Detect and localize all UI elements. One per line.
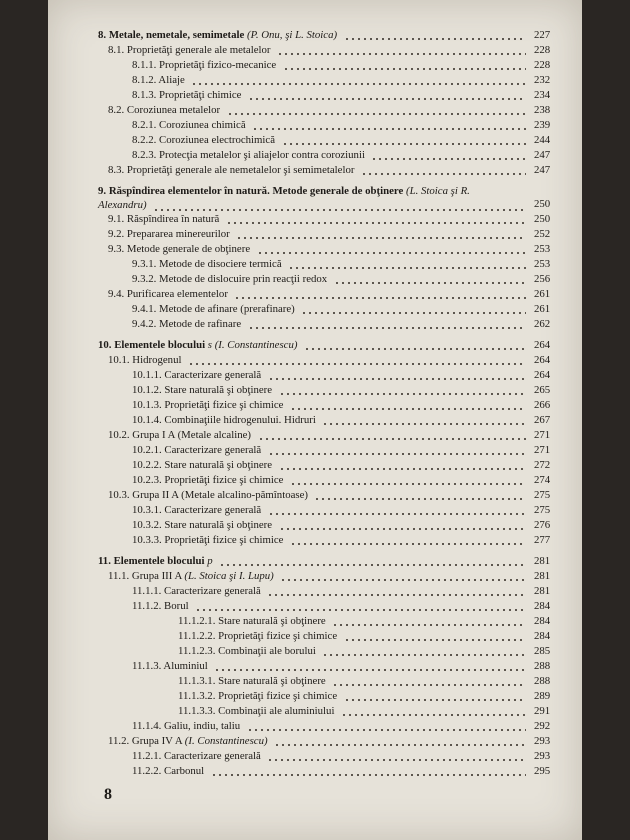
toc-entry-title: Carbonul xyxy=(164,765,205,777)
toc-entry-label xyxy=(132,719,240,734)
toc-entry xyxy=(48,257,582,272)
toc-dot-leader xyxy=(332,684,526,686)
toc-entry xyxy=(48,674,582,689)
table-of-contents xyxy=(48,28,582,779)
toc-entry-label xyxy=(98,554,213,569)
toc-entry-number: 10.2.3. xyxy=(132,474,162,486)
toc-entry-title: Proprietăţi fizice şi chimice xyxy=(218,630,338,642)
toc-page-number: 271 xyxy=(534,444,551,456)
toc-entry-label xyxy=(108,428,251,443)
toc-entry-label xyxy=(178,704,334,719)
toc-entry-number: 9.4. xyxy=(108,288,125,300)
toc-entry-number: 8.2.1. xyxy=(132,119,157,131)
toc-entry-number: 10.1. xyxy=(108,354,130,366)
toc-page-number: 228 xyxy=(534,44,551,56)
toc-entry xyxy=(48,398,582,413)
toc-entry-title: Răspîndirea în natură xyxy=(126,213,220,225)
toc-entry-number: 11. xyxy=(98,555,111,567)
toc-entry xyxy=(48,242,582,257)
toc-page-number: 264 xyxy=(534,354,551,366)
toc-dot-leader xyxy=(188,363,526,365)
toc-entry xyxy=(48,118,582,133)
toc-dot-leader xyxy=(268,378,526,380)
toc-entry-title: Grupa II A (Metale alcalino-pămîntoase) xyxy=(132,489,308,501)
toc-entry-title: Coroziunea electrochimică xyxy=(159,134,276,146)
toc-page-number: 247 xyxy=(534,149,551,161)
toc-entry-number: 11.2. xyxy=(108,735,130,747)
toc-entry xyxy=(48,383,582,398)
toc-entry-number: 11.1.2.2. xyxy=(178,630,216,642)
toc-page-number: 238 xyxy=(534,104,551,116)
toc-entry-title: Aluminiul xyxy=(163,660,208,672)
toc-dot-leader xyxy=(226,222,526,224)
toc-dot-leader xyxy=(257,252,526,254)
toc-entry xyxy=(48,599,582,614)
toc-page-number: 253 xyxy=(534,243,551,255)
toc-entry-label xyxy=(132,257,282,272)
toc-entry xyxy=(48,103,582,118)
toc-page-number: 252 xyxy=(534,228,551,240)
toc-entry xyxy=(48,302,582,317)
toc-entry xyxy=(48,413,582,428)
toc-entry-label xyxy=(132,473,283,488)
toc-entry xyxy=(48,317,582,332)
toc-entry-number: 8.2.3. xyxy=(132,149,157,161)
toc-dot-leader xyxy=(344,639,526,641)
toc-entry-title: Răspîndirea elementelor în natură. Metode generale de obţinere xyxy=(108,185,404,197)
toc-dot-leader xyxy=(267,759,526,761)
toc-entry-title: Elementele blocului xyxy=(114,339,206,351)
toc-entry-title: Proprietăţi fizice şi chimice xyxy=(164,474,284,486)
toc-entry-title: Metode de rafinare xyxy=(159,318,242,330)
toc-entry-number: 11.1.3.3. xyxy=(178,705,216,717)
toc-entry-number: 9.4.2. xyxy=(132,318,157,330)
toc-entry-label xyxy=(132,764,204,779)
toc-entry-label xyxy=(132,73,185,88)
toc-entry-number: 10.3.3. xyxy=(132,534,162,546)
toc-entry-title: Caracterizare generală xyxy=(164,504,262,516)
toc-entry xyxy=(48,569,582,584)
toc-entry-title: Caracterizare generală xyxy=(164,444,262,456)
toc-page-number: 281 xyxy=(534,585,551,597)
toc-entry-label xyxy=(132,398,283,413)
toc-dot-leader xyxy=(290,408,526,410)
toc-entry-title: Caracterizare generală xyxy=(164,369,262,381)
toc-entry-title: Metode de afinare (prerafinare) xyxy=(159,303,295,315)
toc-entry-number: 10.3. xyxy=(108,489,130,501)
toc-page-number: 253 xyxy=(534,258,551,270)
toc-dot-leader xyxy=(290,483,526,485)
toc-entry-number: 10.3.2. xyxy=(132,519,162,531)
toc-entry-title: Coroziunea metalelor xyxy=(126,104,221,116)
toc-entry-title: Grupa I A (Metale alcaline) xyxy=(132,429,252,441)
toc-dot-leader xyxy=(268,513,526,515)
toc-entry xyxy=(48,533,582,548)
book-page xyxy=(48,0,582,840)
toc-entry xyxy=(48,287,582,302)
page-number: 8 xyxy=(104,786,112,803)
toc-entry-title: Caracterizare generală xyxy=(164,585,261,597)
toc-page-number: 228 xyxy=(534,59,551,71)
toc-entry xyxy=(48,488,582,503)
toc-entry xyxy=(48,212,582,227)
toc-entry-label xyxy=(132,58,276,73)
toc-entry-number: 11.1.2.3. xyxy=(178,645,216,657)
toc-entry-number: 9.1. xyxy=(108,213,125,225)
toc-page-number: 284 xyxy=(534,615,551,627)
toc-entry-number: 11.1.3. xyxy=(132,660,162,672)
toc-entry-label xyxy=(132,148,365,163)
toc-entry-label xyxy=(178,614,326,629)
toc-dot-leader xyxy=(361,173,526,175)
toc-page-number: 256 xyxy=(534,273,551,285)
toc-entry-title: Coroziunea chimică xyxy=(159,119,246,131)
toc-entry-block-symbol: s xyxy=(207,339,212,351)
toc-dot-leader xyxy=(282,143,526,145)
toc-entry xyxy=(48,58,582,73)
toc-entry-title: Stare naturală şi obţinere xyxy=(218,615,326,627)
toc-entry-number: 10.1.2. xyxy=(132,384,162,396)
toc-page-number: 291 xyxy=(534,705,551,717)
toc-entry xyxy=(48,148,582,163)
toc-entry-label xyxy=(108,227,230,242)
toc-entry xyxy=(48,749,582,764)
toc-entry xyxy=(48,133,582,148)
toc-entry-number: 9. xyxy=(98,185,107,197)
toc-entry-label xyxy=(178,644,316,659)
toc-dot-leader xyxy=(279,393,526,395)
toc-page-number: 265 xyxy=(534,384,551,396)
toc-entry-block-symbol: p xyxy=(207,555,213,567)
toc-entry-number: 8.1.2. xyxy=(132,74,157,86)
toc-page-number: 293 xyxy=(534,735,551,747)
toc-entry-authors: (I. Constantinescu) xyxy=(214,339,298,351)
toc-entry-title: Stare naturală şi obţinere xyxy=(218,675,326,687)
toc-entry xyxy=(48,227,582,242)
toc-entry-label xyxy=(132,302,295,317)
toc-page-number: 277 xyxy=(534,534,551,546)
toc-dot-leader xyxy=(247,729,526,731)
toc-entry-label xyxy=(132,118,246,133)
toc-page-number: 266 xyxy=(534,399,551,411)
toc-entry-label xyxy=(132,659,208,674)
toc-entry-number: 11.1.2.1. xyxy=(178,615,216,627)
toc-entry-number: 9.3.2. xyxy=(132,273,157,285)
toc-entry xyxy=(48,73,582,88)
toc-entry xyxy=(48,584,582,599)
toc-entry-title: Stare naturală şi obţinere xyxy=(164,384,273,396)
toc-dot-leader xyxy=(304,348,526,350)
toc-entry-number: 10.2. xyxy=(108,429,130,441)
toc-entry-label xyxy=(98,28,337,43)
toc-entry xyxy=(48,443,582,458)
toc-page-number: 292 xyxy=(534,720,551,732)
toc-entry-label xyxy=(132,317,241,332)
toc-entry-title: Combinaţiile hidrogenului. Hidruri xyxy=(164,414,316,426)
toc-entry-authors: (I. Constantinescu) xyxy=(184,735,268,747)
toc-page-number: 295 xyxy=(534,765,551,777)
toc-entry-label xyxy=(132,749,261,764)
toc-entry xyxy=(48,518,582,533)
toc-entry xyxy=(48,644,582,659)
toc-entry-number: 8.1.1. xyxy=(132,59,157,71)
toc-dot-leader xyxy=(283,68,526,70)
toc-page-number: 250 xyxy=(534,213,551,225)
toc-entry-title: Hidrogenul xyxy=(132,354,182,366)
toc-entry-number: 8.1. xyxy=(108,44,125,56)
toc-dot-leader xyxy=(371,158,526,160)
toc-dot-leader xyxy=(280,579,526,581)
toc-page-number: 244 xyxy=(534,134,551,146)
toc-entry-number: 9.4.1. xyxy=(132,303,157,315)
toc-chapter xyxy=(48,554,582,569)
toc-entry-label xyxy=(132,599,189,614)
toc-entry-number: 10.3.1. xyxy=(132,504,162,516)
toc-entry-label xyxy=(108,103,220,118)
toc-entry xyxy=(48,659,582,674)
toc-entry-title: Proprietăţi fizice şi chimice xyxy=(164,534,284,546)
toc-entry-title: Stare naturală şi obţinere xyxy=(164,459,273,471)
toc-entry-title: Proprietăţi fizice şi chimice xyxy=(218,690,338,702)
toc-page-number: 284 xyxy=(534,630,551,642)
toc-page-number: 288 xyxy=(534,660,551,672)
toc-dot-leader xyxy=(322,423,526,425)
toc-entry-label xyxy=(98,184,478,212)
toc-page-number: 232 xyxy=(534,74,551,86)
toc-chapter xyxy=(48,338,582,353)
toc-entry-label xyxy=(132,518,272,533)
toc-dot-leader xyxy=(277,53,526,55)
toc-dot-leader xyxy=(279,528,526,530)
toc-dot-leader xyxy=(322,654,526,656)
toc-entry-authors: (P. Onu, şi L. Stoica) xyxy=(247,29,338,41)
toc-entry-number: 10.1.3. xyxy=(132,399,162,411)
toc-entry-label xyxy=(178,689,337,704)
toc-page-number: 276 xyxy=(534,519,551,531)
toc-dot-leader xyxy=(248,98,526,100)
toc-entry-title: Grupa III A xyxy=(131,570,182,582)
toc-entry xyxy=(48,734,582,749)
toc-entry-title: Prepararea minereurilor xyxy=(126,228,230,240)
toc-entry xyxy=(48,503,582,518)
toc-entry-title: Elementele blocului xyxy=(113,555,205,567)
toc-page-number: 247 xyxy=(534,164,551,176)
toc-entry-title: Combinaţii ale borului xyxy=(218,645,316,657)
toc-entry-title: Aliaje xyxy=(158,74,185,86)
toc-page-number: 234 xyxy=(534,89,551,101)
toc-entry-number: 10.1.4. xyxy=(132,414,162,426)
toc-dot-leader xyxy=(234,297,526,299)
toc-entry-authors: (L. Stoica şi R. Alexandru) xyxy=(98,185,470,211)
toc-page-number: 262 xyxy=(534,318,551,330)
toc-entry-number: 8.1.3. xyxy=(132,89,157,101)
toc-entry-label xyxy=(108,488,308,503)
toc-entry-label xyxy=(132,272,327,287)
toc-entry xyxy=(48,368,582,383)
toc-page-number: 261 xyxy=(534,288,551,300)
toc-entry-label xyxy=(132,368,261,383)
toc-dot-leader xyxy=(236,237,526,239)
toc-entry xyxy=(48,473,582,488)
toc-entry-number: 8.3. xyxy=(108,164,125,176)
toc-page-number: 271 xyxy=(534,429,551,441)
toc-dot-leader xyxy=(344,38,526,40)
toc-entry-label xyxy=(108,734,268,749)
toc-dot-leader xyxy=(219,564,526,566)
toc-entry xyxy=(48,428,582,443)
toc-entry-number: 11.1. xyxy=(108,570,130,582)
toc-entry-title: Proprietăţi fizice şi chimice xyxy=(164,399,284,411)
toc-entry xyxy=(48,353,582,368)
toc-dot-leader xyxy=(248,327,526,329)
toc-entry-title: Purificarea elementelor xyxy=(126,288,228,300)
toc-entry-label xyxy=(132,413,316,428)
toc-chapter xyxy=(48,28,582,43)
toc-dot-leader xyxy=(344,699,526,701)
toc-entry xyxy=(48,163,582,178)
toc-entry-label xyxy=(132,88,241,103)
toc-entry xyxy=(48,629,582,644)
toc-entry-title: Galiu, indiu, taliu xyxy=(164,720,241,732)
toc-entry-number: 11.2.2. xyxy=(132,765,162,777)
toc-entry-number: 11.1.1. xyxy=(132,585,162,597)
toc-entry-title: Metale, nemetale, semimetale xyxy=(108,29,245,41)
toc-entry-number: 11.1.3.1. xyxy=(178,675,216,687)
toc-page-number: 274 xyxy=(534,474,551,486)
toc-dot-leader xyxy=(214,669,526,671)
toc-entry xyxy=(48,43,582,58)
toc-entry-title: Metode generale de obţinere xyxy=(126,243,251,255)
toc-entry-label xyxy=(108,242,250,257)
toc-entry xyxy=(48,704,582,719)
toc-page-number: 281 xyxy=(534,570,551,582)
toc-dot-leader xyxy=(332,624,526,626)
toc-entry-label xyxy=(132,584,261,599)
toc-page-number: 275 xyxy=(534,504,551,516)
toc-entry-title: Grupa IV A xyxy=(131,735,183,747)
toc-dot-leader xyxy=(153,209,526,211)
toc-entry-title: Stare naturală şi obţinere xyxy=(164,519,273,531)
toc-page-number: 289 xyxy=(534,690,551,702)
toc-page-number: 293 xyxy=(534,750,551,762)
toc-entry-number: 9.3. xyxy=(108,243,125,255)
toc-chapter xyxy=(48,184,582,212)
toc-entry-title: Protecţia metalelor şi aliajelor contra coroziunii xyxy=(159,149,365,161)
toc-page-number: 250 xyxy=(534,198,551,210)
toc-entry-number: 9.2. xyxy=(108,228,125,240)
toc-entry-title: Proprietăţi generale ale metalelor xyxy=(126,44,271,56)
toc-dot-leader xyxy=(288,267,526,269)
toc-entry-label xyxy=(98,338,297,353)
toc-entry-number: 10.2.2. xyxy=(132,459,162,471)
toc-page-number: 284 xyxy=(534,600,551,612)
toc-dot-leader xyxy=(211,774,526,776)
toc-entry xyxy=(48,88,582,103)
toc-entry-number: 10. xyxy=(98,339,112,351)
toc-entry xyxy=(48,719,582,734)
toc-entry xyxy=(48,272,582,287)
toc-entry-title: Combinaţii ale aluminiului xyxy=(218,705,335,717)
toc-dot-leader xyxy=(314,498,526,500)
toc-entry-label xyxy=(108,212,219,227)
toc-entry-number: 11.2.1. xyxy=(132,750,162,762)
toc-entry-title: Metode de dislocuire prin reacţii redox xyxy=(159,273,328,285)
toc-dot-leader xyxy=(334,282,526,284)
toc-page-number: 285 xyxy=(534,645,551,657)
toc-page-number: 239 xyxy=(534,119,551,131)
toc-entry-label xyxy=(132,533,283,548)
toc-entry-label xyxy=(108,287,228,302)
toc-dot-leader xyxy=(227,113,526,115)
toc-entry-number: 11.1.4. xyxy=(132,720,162,732)
toc-page-number: 261 xyxy=(534,303,551,315)
toc-entry-label xyxy=(132,133,275,148)
toc-entry xyxy=(48,764,582,779)
toc-entry-title: Proprietăţi chimice xyxy=(159,89,242,101)
toc-dot-leader xyxy=(195,609,526,611)
toc-entry-number: 11.1.3.2. xyxy=(178,690,216,702)
toc-page-number: 281 xyxy=(534,555,551,567)
toc-page-number: 227 xyxy=(534,29,551,41)
toc-entry-label xyxy=(108,163,354,178)
toc-entry-label xyxy=(132,383,272,398)
toc-page-number: 267 xyxy=(534,414,551,426)
toc-dot-leader xyxy=(274,744,526,746)
toc-entry xyxy=(48,689,582,704)
toc-entry-title: Caracterizare generală xyxy=(164,750,261,762)
toc-dot-leader xyxy=(252,128,526,130)
toc-entry xyxy=(48,458,582,473)
toc-dot-leader xyxy=(267,594,526,596)
toc-dot-leader xyxy=(268,453,526,455)
toc-page-number: 275 xyxy=(534,489,551,501)
toc-dot-leader xyxy=(191,83,526,85)
toc-entry-authors: (L. Stoica şi I. Lupu) xyxy=(184,570,274,582)
toc-dot-leader xyxy=(258,438,526,440)
toc-dot-leader xyxy=(301,312,526,314)
toc-entry-number: 10.2.1. xyxy=(132,444,162,456)
toc-entry-number: 8.2. xyxy=(108,104,125,116)
toc-dot-leader xyxy=(341,714,526,716)
toc-entry-title: Borul xyxy=(164,600,189,612)
toc-page-number: 288 xyxy=(534,675,551,687)
toc-entry-number: 9.3.1. xyxy=(132,258,157,270)
toc-dot-leader xyxy=(279,468,526,470)
toc-entry-label xyxy=(132,443,261,458)
toc-entry-title: Metode de disociere termică xyxy=(159,258,282,270)
toc-entry-title: Proprietăţi generale ale nemetalelor şi semimetalelor xyxy=(126,164,355,176)
toc-entry-label xyxy=(132,458,272,473)
toc-entry-number: 8.2.2. xyxy=(132,134,157,146)
toc-entry-label xyxy=(108,569,274,584)
toc-dot-leader xyxy=(290,543,526,545)
toc-entry-title: Proprietăţi fizico-mecanice xyxy=(159,59,277,71)
toc-entry-label xyxy=(178,674,326,689)
toc-entry-number: 11.1.2. xyxy=(132,600,162,612)
toc-page-number: 272 xyxy=(534,459,551,471)
toc-page-number: 264 xyxy=(534,339,551,351)
toc-entry-label xyxy=(108,353,181,368)
toc-entry-label xyxy=(132,503,261,518)
toc-entry-label xyxy=(108,43,271,58)
toc-page-number: 264 xyxy=(534,369,551,381)
toc-entry-number: 8. xyxy=(98,29,107,41)
toc-entry-number: 10.1.1. xyxy=(132,369,162,381)
toc-entry-label xyxy=(178,629,337,644)
toc-entry xyxy=(48,614,582,629)
